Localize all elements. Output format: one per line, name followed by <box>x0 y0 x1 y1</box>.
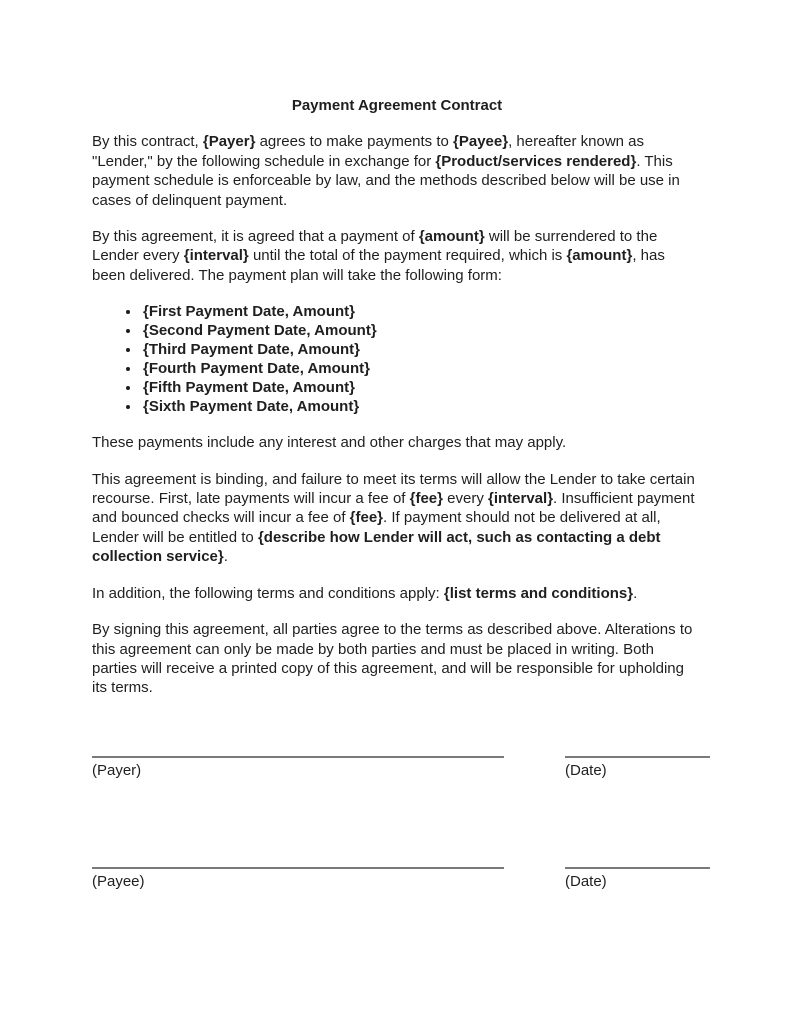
text-run: By this contract, <box>92 133 203 151</box>
text-run: In addition, the following terms and conditions apply: <box>92 584 444 602</box>
placeholder-field: {fee} <box>349 509 384 527</box>
payer-date-label: (Date) <box>565 762 607 779</box>
payer-date-block <box>565 756 710 780</box>
text-run: . This payment schedule is enforceable by law, and the methods described below will be use in cases of delinquent payment. <box>92 152 680 209</box>
payment-schedule-item: • {Second Payment Date, Amount} <box>141 321 702 340</box>
placeholder-field: {Product/services rendered} <box>435 152 637 170</box>
placeholder-field: {Payee} <box>453 133 509 151</box>
paragraph <box>92 470 702 567</box>
document-title: Payment Agreement Contract <box>291 97 503 114</box>
document-blocks <box>92 132 702 697</box>
signature-row-payee <box>92 867 710 891</box>
payment-schedule-item: • {Third Payment Date, Amount} <box>141 340 702 359</box>
placeholder-field: {Payer} <box>202 133 256 151</box>
payment-schedule-item: • {Fifth Payment Date, Amount} <box>141 378 702 397</box>
payer-signature-label: (Payer) <box>92 762 142 779</box>
payee-date-label: (Date) <box>565 873 607 890</box>
text-run: These payments include any interest and other charges that may apply. <box>92 434 567 452</box>
text-run: This agreement is binding, and failure to meet its terms will allow the Lender to take certain recourse. First, late payments will incur a fee of <box>92 470 695 508</box>
payment-schedule-item: • {First Payment Date, Amount} <box>141 302 702 321</box>
placeholder-field: {amount} <box>418 228 485 246</box>
text-run: agrees to make payments to <box>255 133 454 151</box>
text-run: . <box>223 548 228 566</box>
text-run: . If payment should not be delivered at all, Lender will be entitled to <box>92 509 661 546</box>
payer-signature-block <box>92 756 504 780</box>
paragraph <box>92 433 702 452</box>
text-run: By this agreement, it is agreed that a payment of <box>92 228 419 246</box>
placeholder-field: {amount} <box>566 247 633 265</box>
paragraph <box>92 620 702 698</box>
text-run: , hereafter known as "Lender," by the following schedule in exchange for <box>92 133 645 170</box>
text-run: . <box>633 584 638 602</box>
placeholder-field: {interval} <box>488 490 554 508</box>
payee-signature-label: (Payee) <box>92 873 145 890</box>
text-run: , has been delivered. The payment plan will take the following form: <box>92 247 665 284</box>
paragraph <box>92 584 702 603</box>
paragraph <box>92 132 702 210</box>
payee-date-block <box>565 867 710 891</box>
paragraph <box>92 227 702 285</box>
text-run: will be surrendered to the Lender every <box>92 228 658 265</box>
text-run: every <box>442 490 488 508</box>
text-run: . Insufficient payment and bounced checks will incur a fee of <box>92 490 695 527</box>
text-run: until the total of the payment required, which is <box>248 247 567 265</box>
text-run: By signing this agreement, all parties agree to the terms as described above. Alterations to this agreement can only be made by both parties and must be placed in writing. Both parties will receive a printed copy of this agreement, and will be responsible for upholding its terms. <box>92 621 693 697</box>
placeholder-field: {interval} <box>183 247 249 265</box>
payment-schedule-item: • {Sixth Payment Date, Amount} <box>141 397 702 416</box>
payee-signature-block <box>92 867 504 891</box>
payment-schedule-item: • {Fourth Payment Date, Amount} <box>141 359 702 378</box>
payment-schedule-list <box>92 302 702 416</box>
signature-row-payer <box>92 756 710 780</box>
placeholder-field: {list terms and conditions} <box>443 584 634 602</box>
placeholder-field: {describe how Lender will act, such as contacting a debt collection service} <box>92 528 661 566</box>
document-content <box>92 96 702 715</box>
placeholder-field: {fee} <box>409 490 443 508</box>
